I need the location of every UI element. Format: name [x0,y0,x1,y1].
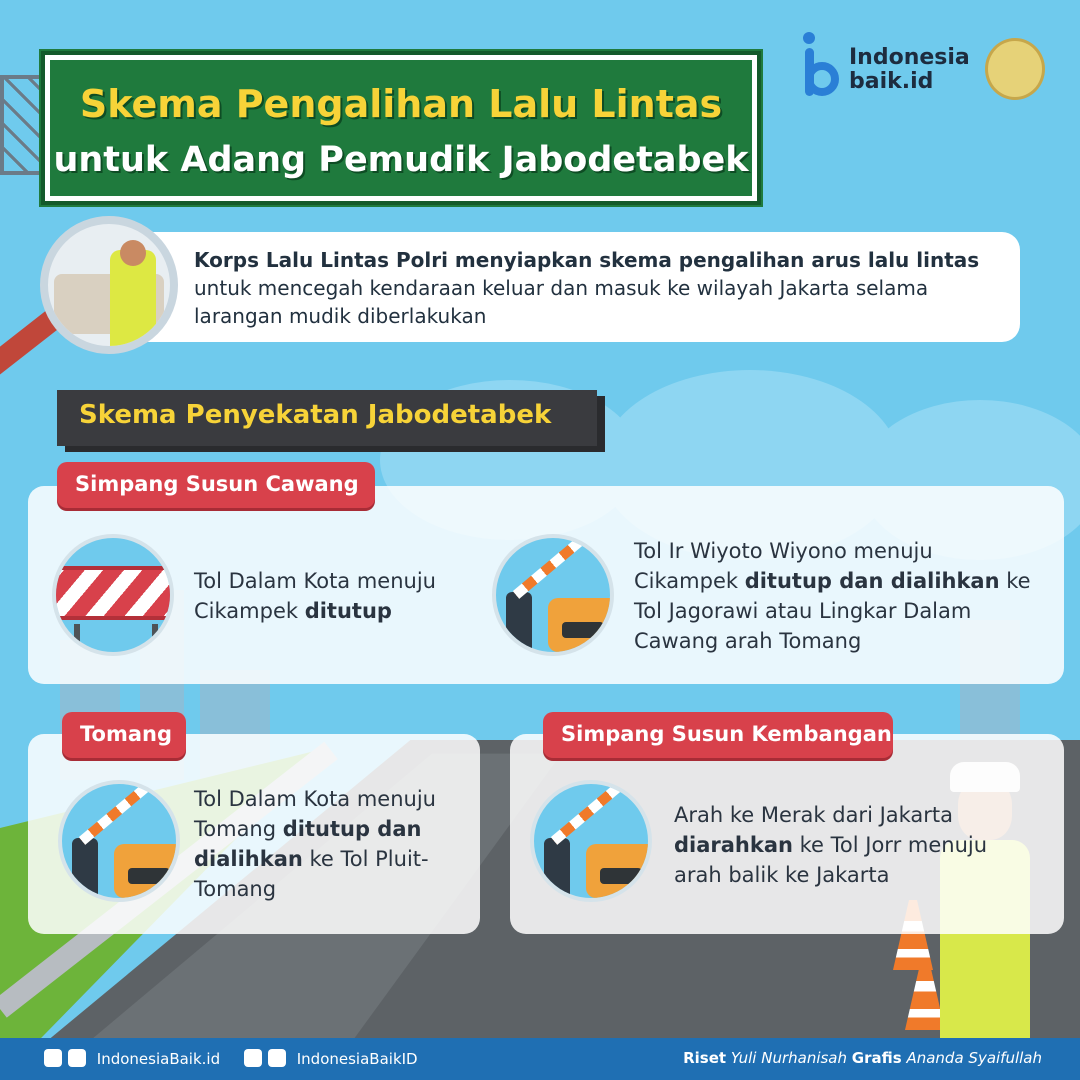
title-sign [45,55,757,201]
tag-tomang: Tomang [62,712,186,758]
footer [0,1038,1080,1080]
instagram-icon[interactable] [44,1049,62,1067]
gantry [0,75,44,175]
cawang-item-2-text: Tol Ir Wiyoto Wiyono menuju Cikampek ditutup dan dialihkan ke Tol Jagorawi atau Lingkar Dalam Cawang arah Tomang [634,539,1031,653]
intro-rest: untuk mencegah kendaraan keluar dan masuk ke wilayah Jakarta selama larangan mudik diberlakukan [194,276,929,328]
logo-line-2: baik.id [849,69,934,94]
footer-credits: Riset Yuli Nurhanisah Grafis Ananda Syaifullah [683,1049,1042,1067]
tomang-text: Tol Dalam Kota menuju Tomang ditutup dan dialihkan ke Tol Pluit-Tomang [194,787,436,901]
youtube-icon[interactable] [268,1049,286,1067]
intro-bold: Korps Lalu Lintas Polri menyiapkan skema pengalihan arus lalu lintas [194,248,980,272]
intro-card [112,232,1020,342]
facebook-icon[interactable] [68,1049,86,1067]
gate-icon [58,780,180,902]
footer-social [44,1049,418,1068]
barricade-icon [52,534,174,656]
award-badge-icon [985,38,1045,100]
twitter-icon[interactable] [244,1049,262,1067]
kembangan-text: Arah ke Merak dari Jakarta diarahkan ke Tol Jorr menuju arah balik ke Jakarta [674,803,988,887]
gate-icon [530,780,652,902]
tag-kembangan: Simpang Susun Kembangan [543,712,893,758]
intro-text [194,246,994,330]
footer-handle-2[interactable]: IndonesiaBaikID [296,1050,418,1068]
gate-icon [492,534,614,656]
logo-b-icon [797,32,839,102]
section-title [57,390,597,446]
title-line-2: untuk Adang Pemudik Jabodetabek [53,140,749,180]
section-title-text: Skema Penyekatan Jabodetabek [79,400,552,430]
footer-handle-1[interactable]: IndonesiaBaik.id [96,1050,221,1068]
cawang-item-1-text: Tol Dalam Kota menuju Cikampek ditutup [194,569,436,623]
indonesiabaik-logo [797,28,1057,108]
logo-text [849,46,970,94]
logo-line-1: Indonesia [849,45,970,70]
magnifier-police-icon [40,216,178,354]
tag-cawang: Simpang Susun Cawang [57,462,375,508]
title-line-1: Skema Pengalihan Lalu Lintas [79,82,723,126]
